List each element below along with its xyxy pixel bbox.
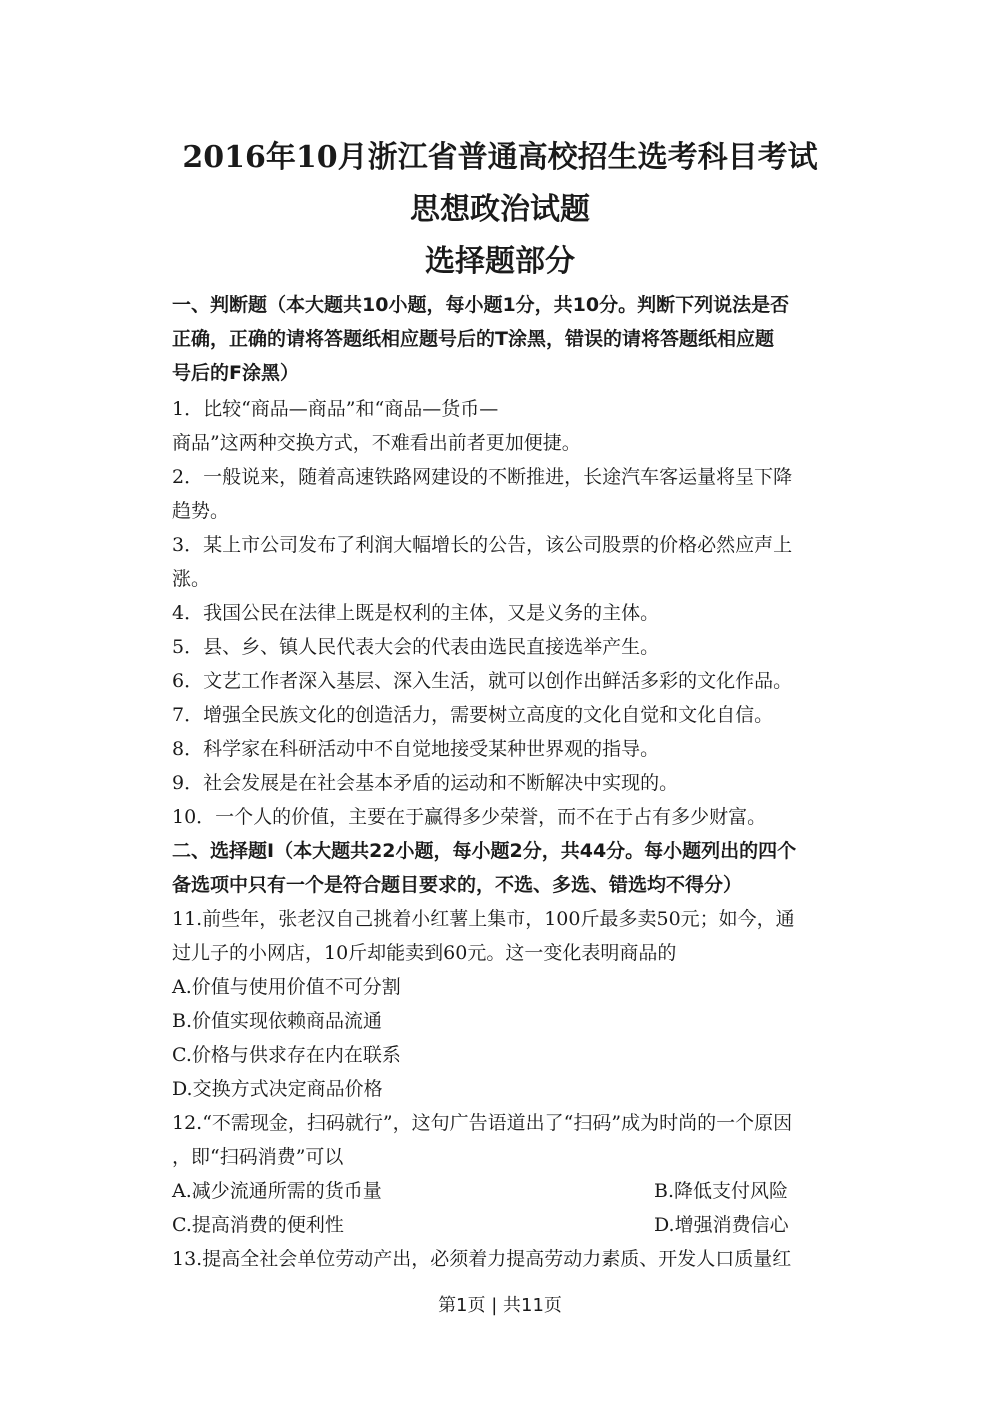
question-line: 2．一般说来，随着高速铁路网建设的不断推进，长途汽车客运量将呈下降 [172, 466, 793, 488]
option-a: A.减少流通所需的货币量 [172, 1180, 382, 1202]
section2-header-line: 二、选择题I（本大题共22小题，每小题2分，共44分。每小题列出的四个 [172, 840, 797, 862]
question-line: 1．比较“商品—商品”和“商品—货币— [172, 398, 499, 420]
question-line: 5．县、乡、镇人民代表大会的代表由选民直接选举产生。 [172, 636, 660, 658]
option-b: B.降低支付风险 [654, 1180, 789, 1202]
option-a: A.价值与使用价值不可分割 [172, 976, 401, 998]
option-d: D.交换方式决定商品价格 [172, 1078, 383, 1100]
question-line: 9．社会发展是在社会基本矛盾的运动和不断解决中实现的。 [172, 772, 679, 794]
question-line: 8．科学家在科研活动中不自觉地接受某种世界观的指导。 [172, 738, 660, 760]
exam-title: 2016年10月浙江省普通高校招生选考科目考试 [182, 140, 818, 175]
part-title: 选择题部分 [425, 244, 575, 279]
page-number: 第1页 | 共11页 [438, 1295, 562, 1316]
question-stem: 11.前些年，张老汉自己挑着小红薯上集市，100斤最多卖50元；如今，通 [172, 908, 795, 930]
question-stem: 过儿子的小网店，10斤却能卖到60元。这一变化表明商品的 [172, 942, 677, 964]
option-d: D.增强消费信心 [654, 1214, 789, 1236]
question-line: 10．一个人的价值，主要在于赢得多少荣誉，而不在于占有多少财富。 [172, 806, 767, 828]
question-line: 3．某上市公司发布了利润大幅增长的公告，该公司股票的价格必然应声上 [172, 534, 793, 556]
question-line: 趋势。 [172, 500, 230, 522]
subject-title: 思想政治试题 [410, 192, 590, 227]
question-line: 商品”这两种交换方式，不难看出前者更加便捷。 [172, 432, 581, 454]
section2-header-line: 备选项中只有一个是符合题目要求的，不选、多选、错选均不得分） [172, 874, 743, 896]
question-stem: 12.“不需现金，扫码就行”，这句广告语道出了“扫码”成为时尚的一个原因 [172, 1112, 793, 1134]
question-line: 7．增强全民族文化的创造活力，需要树立高度的文化自觉和文化自信。 [172, 704, 774, 726]
option-b: B.价值实现依赖商品流通 [172, 1010, 383, 1032]
section1-header-line: 号后的F涂黑） [172, 362, 299, 384]
question-line: 6．文艺工作者深入基层、深入生活，就可以创作出鲜活多彩的文化作品。 [172, 670, 793, 692]
question-stem: ，即“扫码消费”可以 [172, 1146, 344, 1168]
option-c: C.价格与供求存在内在联系 [172, 1044, 401, 1066]
question-line: 4．我国公民在法律上既是权利的主体，又是义务的主体。 [172, 602, 660, 624]
section1-header-line: 一、判断题（本大题共10小题，每小题1分，共10分。判断下列说法是否 [172, 294, 790, 316]
section1-header-line: 正确，正确的请将答题纸相应题号后的T涂黑，错误的请将答题纸相应题 [172, 328, 774, 350]
option-c: C.提高消费的便利性 [172, 1214, 344, 1236]
question-line: 涨。 [172, 568, 211, 590]
question-stem: 13.提高全社会单位劳动产出，必须着力提高劳动力素质、开发人口质量红 [172, 1248, 792, 1270]
